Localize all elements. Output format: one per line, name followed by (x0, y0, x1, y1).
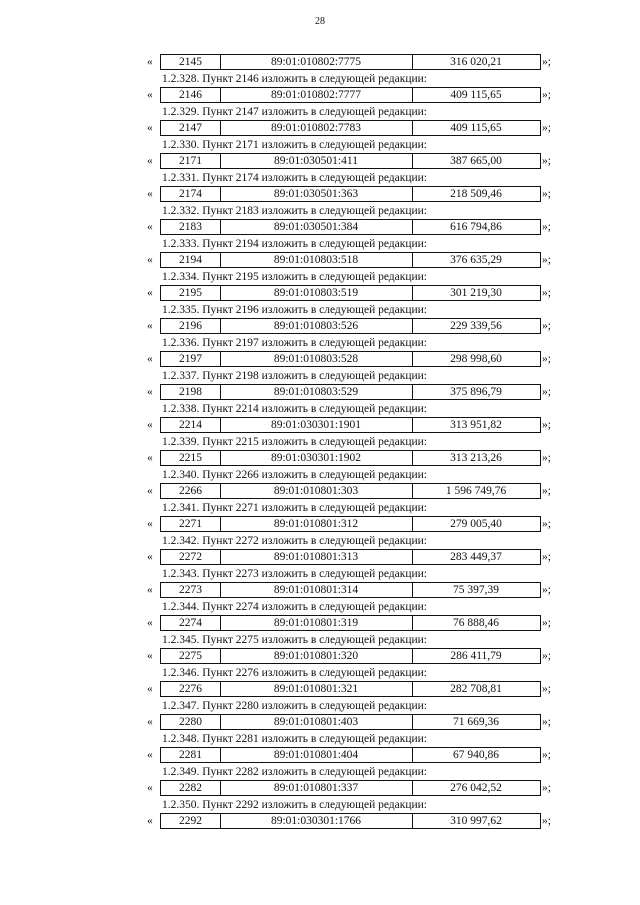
table-row (0, 186, 640, 203)
table-row (0, 714, 640, 731)
table-row (0, 351, 640, 368)
table-row (0, 384, 640, 401)
closing-quote: »; (542, 353, 551, 365)
closing-quote: »; (542, 617, 551, 629)
item-number-cell: 2266 (161, 484, 221, 498)
amendment-instruction: 1.2.341. Пункт 2271 изложить в следующей редакции: (162, 502, 427, 514)
table-row (0, 549, 640, 566)
table-row (0, 219, 640, 236)
cadastral-number-cell: 89:01:010801:321 (220, 682, 413, 696)
cadastral-value-cell: 616 794,86 (450, 221, 502, 233)
item-number-cell: 2147 (161, 121, 221, 135)
item-table (160, 252, 541, 268)
cadastral-value-cell: 76 888,46 (453, 617, 499, 629)
item-number-cell: 2275 (161, 649, 221, 663)
item-number-cell: 2198 (161, 385, 221, 399)
opening-quote: « (147, 716, 153, 728)
closing-quote: »; (542, 551, 551, 563)
amendment-instruction: 1.2.338. Пункт 2214 изложить в следующей редакции: (162, 403, 427, 415)
item-number-cell: 2271 (161, 517, 221, 531)
opening-quote: « (147, 353, 153, 365)
opening-quote: « (147, 89, 153, 101)
page-number: 28 (315, 16, 325, 27)
item-table (160, 54, 541, 70)
closing-quote: »; (542, 386, 551, 398)
amendment-instruction: 1.2.340. Пункт 2266 изложить в следующей редакции: (162, 469, 427, 481)
item-number-cell: 2281 (161, 748, 221, 762)
amendment-instruction: 1.2.335. Пункт 2196 изложить в следующей редакции: (162, 304, 427, 316)
item-table (160, 219, 541, 235)
amendment-instruction: 1.2.343. Пункт 2273 изложить в следующей редакции: (162, 568, 427, 580)
table-row (0, 813, 640, 830)
table-row (0, 681, 640, 698)
closing-quote: »; (542, 782, 551, 794)
table-row (0, 285, 640, 302)
table-row (0, 252, 640, 269)
amendment-instruction: 1.2.348. Пункт 2281 изложить в следующей редакции: (162, 733, 427, 745)
item-table (160, 87, 541, 103)
closing-quote: »; (542, 89, 551, 101)
item-number-cell: 2197 (161, 352, 221, 366)
cadastral-value-cell: 375 896,79 (450, 386, 502, 398)
amendment-instruction: 1.2.342. Пункт 2272 изложить в следующей редакции: (162, 535, 427, 547)
cadastral-number-cell: 89:01:010803:518 (220, 253, 413, 267)
cadastral-number-cell: 89:01:010801:303 (220, 484, 413, 498)
cadastral-value-cell: 409 115,65 (450, 89, 502, 101)
opening-quote: « (147, 551, 153, 563)
item-table (160, 516, 541, 532)
amendment-instruction: 1.2.350. Пункт 2292 изложить в следующей редакции: (162, 799, 427, 811)
opening-quote: « (147, 155, 153, 167)
item-number-cell: 2274 (161, 616, 221, 630)
opening-quote: « (147, 56, 153, 68)
item-table (160, 714, 541, 730)
closing-quote: »; (542, 56, 551, 68)
amendment-instruction: 1.2.328. Пункт 2146 изложить в следующей редакции: (162, 73, 427, 85)
cadastral-number-cell: 89:01:030501:384 (220, 220, 413, 234)
cadastral-value-cell: 316 020,21 (450, 56, 502, 68)
amendment-instruction: 1.2.347. Пункт 2280 изложить в следующей редакции: (162, 700, 427, 712)
amendment-instruction: 1.2.337. Пункт 2198 изложить в следующей редакции: (162, 370, 427, 382)
item-table (160, 813, 541, 829)
cadastral-number-cell: 89:01:010803:529 (220, 385, 413, 399)
table-row (0, 648, 640, 665)
item-table (160, 615, 541, 631)
item-table (160, 285, 541, 301)
closing-quote: »; (542, 452, 551, 464)
cadastral-number-cell: 89:01:030301:1766 (220, 814, 413, 828)
table-row (0, 747, 640, 764)
opening-quote: « (147, 584, 153, 596)
cadastral-value-cell: 282 708,81 (450, 683, 502, 695)
item-number-cell: 2282 (161, 781, 221, 795)
item-number-cell: 2280 (161, 715, 221, 729)
item-number-cell: 2145 (161, 55, 221, 69)
table-row (0, 318, 640, 335)
closing-quote: »; (542, 650, 551, 662)
amendment-instruction: 1.2.330. Пункт 2171 изложить в следующей редакции: (162, 139, 427, 151)
table-row (0, 153, 640, 170)
item-number-cell: 2194 (161, 253, 221, 267)
item-number-cell: 2276 (161, 682, 221, 696)
item-table (160, 483, 541, 499)
opening-quote: « (147, 419, 153, 431)
amendment-instruction: 1.2.336. Пункт 2197 изложить в следующей редакции: (162, 337, 427, 349)
cadastral-value-cell: 67 940,86 (453, 749, 499, 761)
table-row (0, 417, 640, 434)
item-table (160, 681, 541, 697)
item-table (160, 384, 541, 400)
opening-quote: « (147, 683, 153, 695)
opening-quote: « (147, 749, 153, 761)
item-table (160, 780, 541, 796)
item-table (160, 450, 541, 466)
table-row (0, 582, 640, 599)
cadastral-value-cell: 218 509,46 (450, 188, 502, 200)
table-row (0, 450, 640, 467)
item-number-cell: 2273 (161, 583, 221, 597)
cadastral-number-cell: 89:01:030501:411 (220, 154, 413, 168)
closing-quote: »; (542, 320, 551, 332)
amendment-instruction: 1.2.331. Пункт 2174 изложить в следующей редакции: (162, 172, 427, 184)
opening-quote: « (147, 254, 153, 266)
cadastral-number-cell: 89:01:010801:313 (220, 550, 413, 564)
table-row (0, 120, 640, 137)
item-table (160, 747, 541, 763)
cadastral-number-cell: 89:01:010801:404 (220, 748, 413, 762)
cadastral-number-cell: 89:01:010801:337 (220, 781, 413, 795)
closing-quote: »; (542, 419, 551, 431)
closing-quote: »; (542, 254, 551, 266)
amendment-instruction: 1.2.339. Пункт 2215 изложить в следующей редакции: (162, 436, 427, 448)
item-table (160, 153, 541, 169)
cadastral-value-cell: 387 665,00 (450, 155, 502, 167)
opening-quote: « (147, 782, 153, 794)
amendment-instruction: 1.2.333. Пункт 2194 изложить в следующей редакции: (162, 238, 427, 250)
item-number-cell: 2196 (161, 319, 221, 333)
table-row (0, 516, 640, 533)
cadastral-number-cell: 89:01:010801:314 (220, 583, 413, 597)
item-number-cell: 2183 (161, 220, 221, 234)
cadastral-number-cell: 89:01:030301:1902 (220, 451, 413, 465)
item-number-cell: 2272 (161, 550, 221, 564)
cadastral-number-cell: 89:01:010802:7775 (220, 55, 413, 69)
opening-quote: « (147, 122, 153, 134)
closing-quote: »; (542, 584, 551, 596)
closing-quote: »; (542, 716, 551, 728)
amendment-instruction: 1.2.344. Пункт 2274 изложить в следующей редакции: (162, 601, 427, 613)
cadastral-value-cell: 301 219,30 (450, 287, 502, 299)
amendment-instruction: 1.2.334. Пункт 2195 изложить в следующей редакции: (162, 271, 427, 283)
item-number-cell: 2214 (161, 418, 221, 432)
opening-quote: « (147, 617, 153, 629)
item-number-cell: 2174 (161, 187, 221, 201)
cadastral-number-cell: 89:01:010801:312 (220, 517, 413, 531)
closing-quote: »; (542, 221, 551, 233)
closing-quote: »; (542, 155, 551, 167)
opening-quote: « (147, 815, 153, 827)
opening-quote: « (147, 188, 153, 200)
cadastral-value-cell: 313 213,26 (450, 452, 502, 464)
closing-quote: »; (542, 815, 551, 827)
closing-quote: »; (542, 683, 551, 695)
opening-quote: « (147, 650, 153, 662)
cadastral-value-cell: 376 635,29 (450, 254, 502, 266)
amendment-instruction: 1.2.332. Пункт 2183 изложить в следующей редакции: (162, 205, 427, 217)
opening-quote: « (147, 287, 153, 299)
cadastral-number-cell: 89:01:010801:403 (220, 715, 413, 729)
cadastral-number-cell: 89:01:010801:319 (220, 616, 413, 630)
cadastral-number-cell: 89:01:010802:7777 (220, 88, 413, 102)
table-row (0, 483, 640, 500)
closing-quote: »; (542, 485, 551, 497)
table-row (0, 780, 640, 797)
item-number-cell: 2215 (161, 451, 221, 465)
cadastral-value-cell: 298 998,60 (450, 353, 502, 365)
amendments-list (0, 54, 640, 830)
item-table (160, 648, 541, 664)
item-number-cell: 2195 (161, 286, 221, 300)
cadastral-value-cell: 409 115,65 (450, 122, 502, 134)
amendment-instruction: 1.2.345. Пункт 2275 изложить в следующей редакции: (162, 634, 427, 646)
closing-quote: »; (542, 122, 551, 134)
opening-quote: « (147, 386, 153, 398)
table-row (0, 615, 640, 632)
cadastral-value-cell: 313 951,82 (450, 419, 502, 431)
item-number-cell: 2292 (161, 814, 221, 828)
cadastral-value-cell: 286 411,79 (450, 650, 502, 662)
table-row (0, 87, 640, 104)
amendment-instruction: 1.2.349. Пункт 2282 изложить в следующей редакции: (162, 766, 427, 778)
cadastral-value-cell: 1 596 749,76 (445, 485, 507, 497)
closing-quote: »; (542, 188, 551, 200)
cadastral-value-cell: 283 449,37 (450, 551, 502, 563)
cadastral-value-cell: 279 005,40 (450, 518, 502, 530)
cadastral-value-cell: 75 397,39 (453, 584, 499, 596)
closing-quote: »; (542, 518, 551, 530)
cadastral-value-cell: 71 669,36 (453, 716, 499, 728)
item-table (160, 186, 541, 202)
opening-quote: « (147, 518, 153, 530)
item-number-cell: 2171 (161, 154, 221, 168)
item-table (160, 351, 541, 367)
item-table (160, 120, 541, 136)
cadastral-value-cell: 310 997,62 (450, 815, 502, 827)
item-table (160, 549, 541, 565)
item-number-cell: 2146 (161, 88, 221, 102)
cadastral-number-cell: 89:01:010802:7783 (220, 121, 413, 135)
cadastral-number-cell: 89:01:030301:1901 (220, 418, 413, 432)
closing-quote: »; (542, 287, 551, 299)
opening-quote: « (147, 320, 153, 332)
opening-quote: « (147, 221, 153, 233)
closing-quote: »; (542, 749, 551, 761)
item-table (160, 417, 541, 433)
cadastral-number-cell: 89:01:010801:320 (220, 649, 413, 663)
cadastral-number-cell: 89:01:010803:519 (220, 286, 413, 300)
item-table (160, 318, 541, 334)
cadastral-value-cell: 229 339,56 (450, 320, 502, 332)
cadastral-number-cell: 89:01:030501:363 (220, 187, 413, 201)
cadastral-number-cell: 89:01:010803:528 (220, 352, 413, 366)
cadastral-value-cell: 276 042,52 (450, 782, 502, 794)
cadastral-number-cell: 89:01:010803:526 (220, 319, 413, 333)
amendment-instruction: 1.2.346. Пункт 2276 изложить в следующей редакции: (162, 667, 427, 679)
opening-quote: « (147, 485, 153, 497)
opening-quote: « (147, 452, 153, 464)
table-row (0, 54, 640, 71)
item-table (160, 582, 541, 598)
amendment-instruction: 1.2.329. Пункт 2147 изложить в следующей редакции: (162, 106, 427, 118)
